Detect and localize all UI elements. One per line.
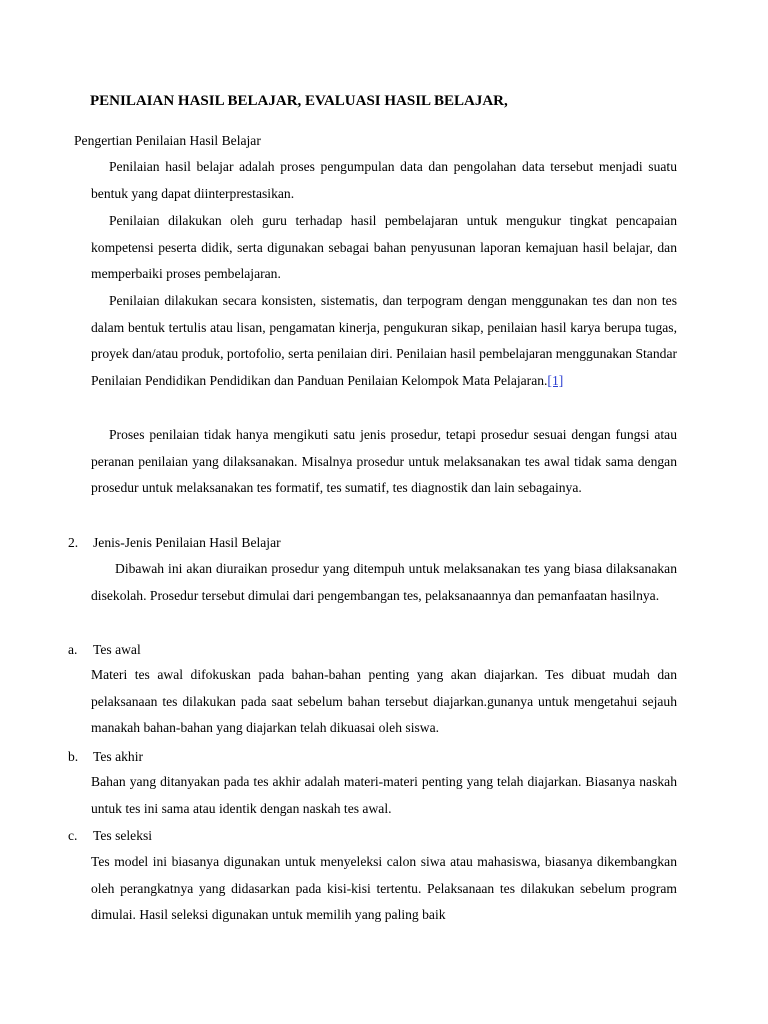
list-item-label: Tes akhir: [93, 749, 144, 764]
paragraph: [91, 288, 677, 394]
section-intro: Dibawah ini akan diuraikan prosedur yang ditempuh untuk melaksanakan tes yang biasa dilaksanakan disekolah. Prosedur tersebut dimulai dari pengembangan tes, pelaksanaannya dan pemanfaatan hasilnya.: [91, 561, 677, 603]
list-item-label: Tes awal: [93, 642, 141, 657]
section-subheading: Pengertian Penilaian Hasil Belajar: [74, 133, 261, 148]
list-item-letter: b.: [68, 749, 79, 764]
list-item-text: Bahan yang ditanyakan pada tes akhir adalah materi-materi penting yang telah diajarkan. Biasanya naskah untuk tes ini sama atau identik dengan naskah tes awal.: [91, 774, 677, 816]
list-item-letter: c.: [68, 828, 78, 843]
paragraph: Proses penilaian tidak hanya mengikuti satu jenis prosedur, tetapi prosedur sesuai dengan fungsi atau peranan penilaian yang dilaksanakan. Misalnya prosedur untuk melaksanakan tes awal tidak sama dengan prosedur untuk melaksanakan tes formatif, tes sumatif, tes diagnostik dan lain sebagainya.: [91, 427, 677, 496]
paragraph-text: Penilaian dilakukan secara konsisten, sistematis, dan terpogram dengan menggunakan tes dan non tes dalam bentuk tertulis atau lisan, pengamatan kinerja, pengukuran sikap, penilaian hasil karya berupa tugas, proyek dan/atau produk, portofolio, serta penilaian diri. Penilaian hasil pembelajaran menggunakan Standar Penilaian Pendidikan Pendidikan dan Panduan Penilaian Kelompok Mata Pelajaran.: [91, 293, 677, 388]
section-heading: Jenis-Jenis Penilaian Hasil Belajar: [93, 535, 281, 550]
list-item-letter: a.: [68, 642, 78, 657]
list-item-label: Tes seleksi: [93, 828, 153, 843]
list-item-text: Tes model ini biasanya digunakan untuk menyeleksi calon siwa atau mahasiswa, biasanya dikembangkan oleh perangkatnya yang didasarkan pada kisi-kisi tertentu. Pelaksanaan tes dilakukan sebelum program dimulai. Hasil seleksi digunakan untuk memilih yang paling baik: [91, 854, 677, 923]
section-number: 2.: [68, 535, 79, 550]
list-item-text: Materi tes awal difokuskan pada bahan-bahan penting yang akan diajarkan. Tes dibuat mudah dan pelaksanaan tes dilakukan pada saat sebelum bahan tersebut diajarkan.gunanya untuk mengetahui sejauh manakah bahan-bahan yang diajarkan telah dikuasai oleh siswa.: [91, 667, 677, 736]
paragraph: Penilaian dilakukan oleh guru terhadap hasil pembelajaran untuk mengukur tingkat pencapaian kompetensi peserta didik, serta digunakan sebagai bahan penyusunan laporan kemajuan hasil belajar, dan memperbaiki proses pembelajaran.: [91, 213, 677, 282]
footnote-reference-link[interactable]: [1]: [547, 372, 564, 388]
document-title: PENILAIAN HASIL BELAJAR, EVALUASI HASIL BELAJAR,: [90, 93, 508, 109]
paragraph: Penilaian hasil belajar adalah proses pengumpulan data dan pengolahan data tersebut menjadi suatu bentuk yang dapat diinterprestasikan.: [91, 159, 677, 201]
